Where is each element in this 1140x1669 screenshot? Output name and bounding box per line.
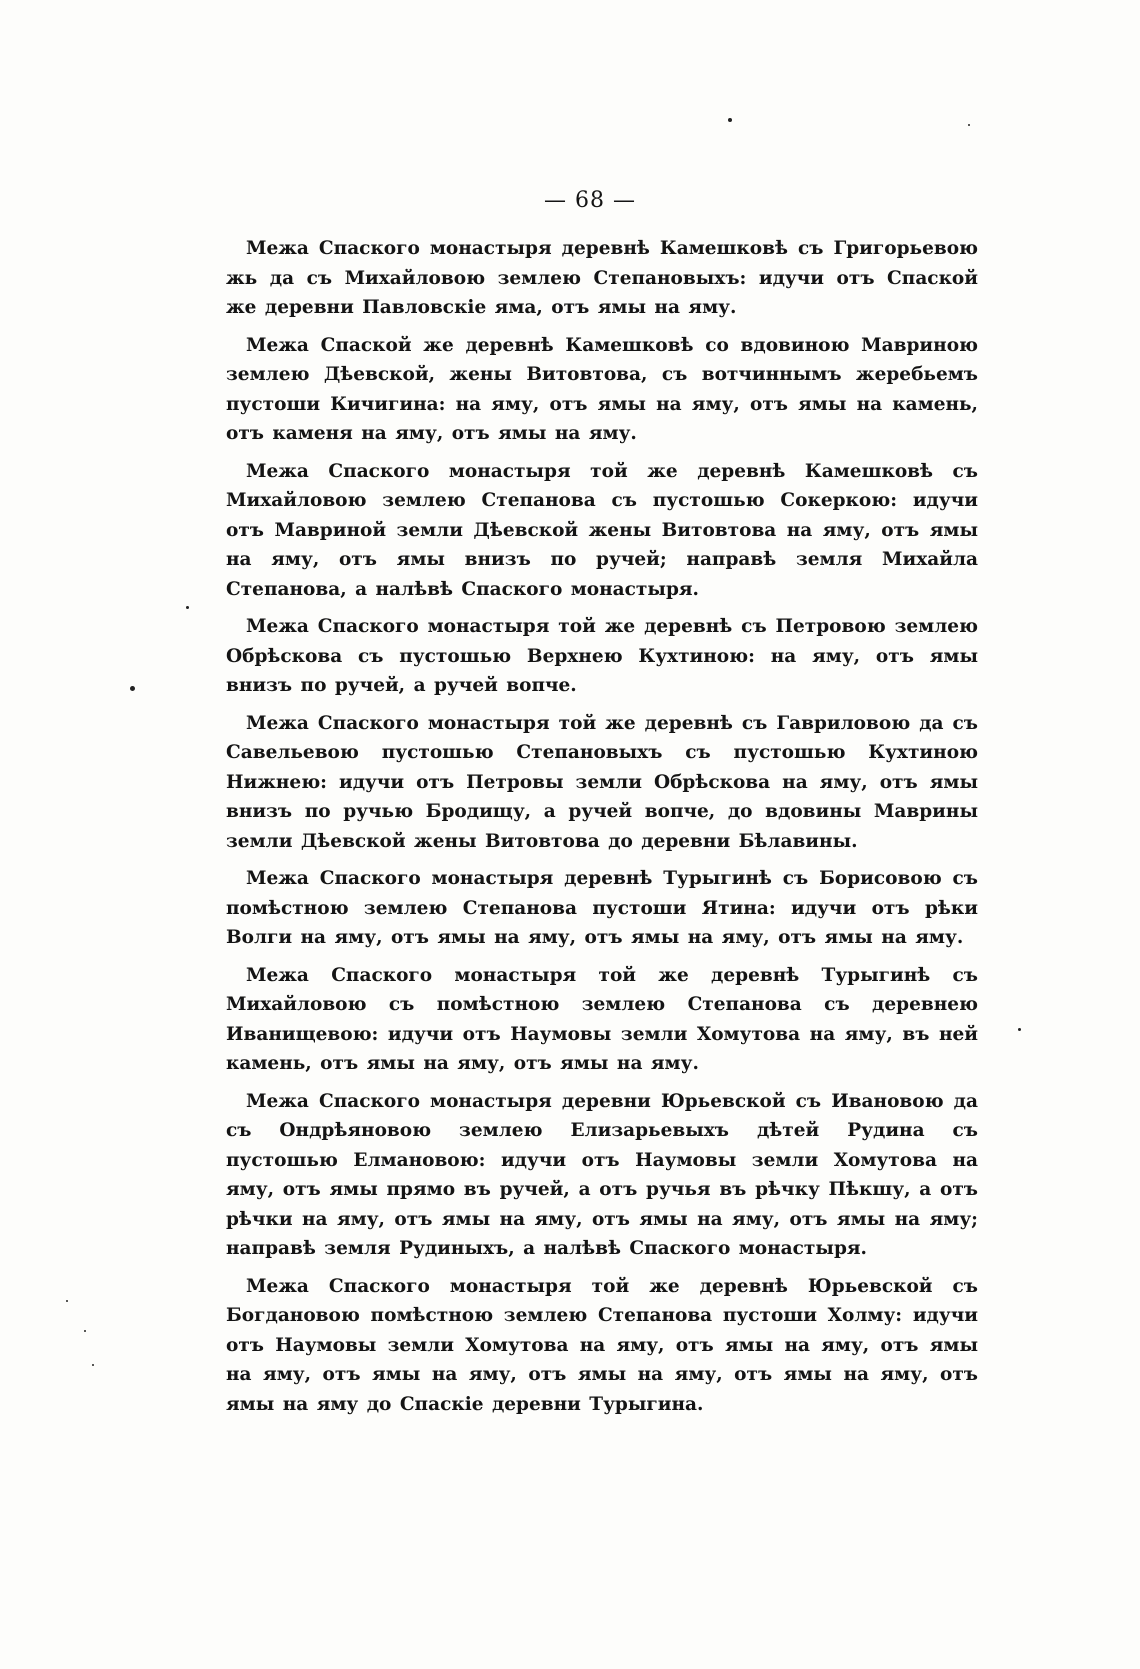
paragraph: Межа Спаского монастыря деревни Юрьевской съ Ивановою да съ Ондрѣяновою землею Елизарьевыхъ дѣтей Рудина съ пустошью Елмановою: идучи отъ Наумовы земли Хомутова на яму, отъ ямы прямо въ ручей, а отъ ручья въ рѣчку Пѣкшу, а отъ рѣчки на яму, отъ ямы на яму, отъ ямы на яму, отъ ямы на яму; направѣ земля Рудиныхъ, а налѣвѣ Спаского монастыря.	[226, 1090, 978, 1259]
scan-speck	[66, 1300, 68, 1302]
scan-speck	[968, 124, 970, 126]
scan-speck	[1018, 1028, 1021, 1031]
paragraph: Межа Спаского монастыря той же деревнѣ Камешковѣ съ Михайловою землею Степанова съ пустошью Сокеркою: идучи отъ Мавриной земли Дѣевской жены Витовтова на яму, отъ ямы на яму, отъ ямы внизъ по ручей; направѣ земля Михайла Степанова, а налѣвѣ Спаского монастыря.	[226, 460, 978, 600]
paragraph: Межа Спаского монастыря деревнѣ Камешковѣ съ Григорьевою жь да съ Михайловою землею Степановыхъ: идучи отъ Спаской же деревни Павловскіе яма, отъ ямы на яму.	[226, 238, 978, 318]
paragraph: Межа Спаского монастыря той же деревнѣ Юрьевской съ Богдановою помѣстною землею Степанова пустоши Холму: идучи отъ Наумовы земли Хомутова на яму, отъ ямы на яму, отъ ямы на яму, отъ ямы на яму, отъ ямы на яму, отъ ямы на яму, отъ ямы на яму до Спаскіе деревни Турыгина.	[226, 1275, 978, 1415]
paragraph: Межа Спаского монастыря той же деревнѣ съ Гавриловою да съ Савельевою пустошью Степановыхъ съ пустошью Кухтиною Нижнею: идучи отъ Петровы земли Обрѣскова на яму, отъ ямы внизъ по ручью Бродищу, а ручей вопче, до вдовины Маврины земли Дѣевской жены Витовтова до деревни Бѣлавины.	[226, 712, 978, 852]
scan-speck	[130, 686, 135, 691]
scan-speck	[84, 1330, 86, 1332]
paragraph: Межа Спаского монастыря той же деревнѣ Турыгинѣ съ Михайловою съ помѣстною землею Степанова съ деревнею Иванищевою: идучи отъ Наумовы земли Хомутова на яму, въ ней камень, отъ ямы на яму, отъ ямы на яму.	[226, 964, 978, 1074]
scan-speck	[728, 118, 732, 122]
paragraph: Межа Спаского монастыря той же деревнѣ съ Петровою землею Обрѣскова съ пустошью Верхнею Кухтиною: на яму, отъ ямы внизъ по ручей, а ручей вопче.	[226, 616, 978, 696]
page-number: — 68 —	[544, 188, 636, 213]
scan-speck	[186, 606, 189, 609]
scan-speck	[92, 1364, 94, 1366]
paragraph: Межа Спаской же деревнѣ Камешковѣ со вдовиною Мавриною землею Дѣевской, жены Витовтова, съ вотчиннымъ жеребьемъ пустоши Кичигина: на яму, отъ ямы на яму, отъ ямы на камень, отъ каменя на яму, отъ ямы на яму.	[226, 334, 978, 444]
text-column	[226, 234, 978, 1427]
paragraph: Межа Спаского монастыря деревнѣ Турыгинѣ съ Борисовою съ помѣстною землею Степанова пустоши Ятина: идучи отъ рѣки Волги на яму, отъ ямы на яму, отъ ямы на яму, отъ ямы на яму.	[226, 868, 978, 948]
